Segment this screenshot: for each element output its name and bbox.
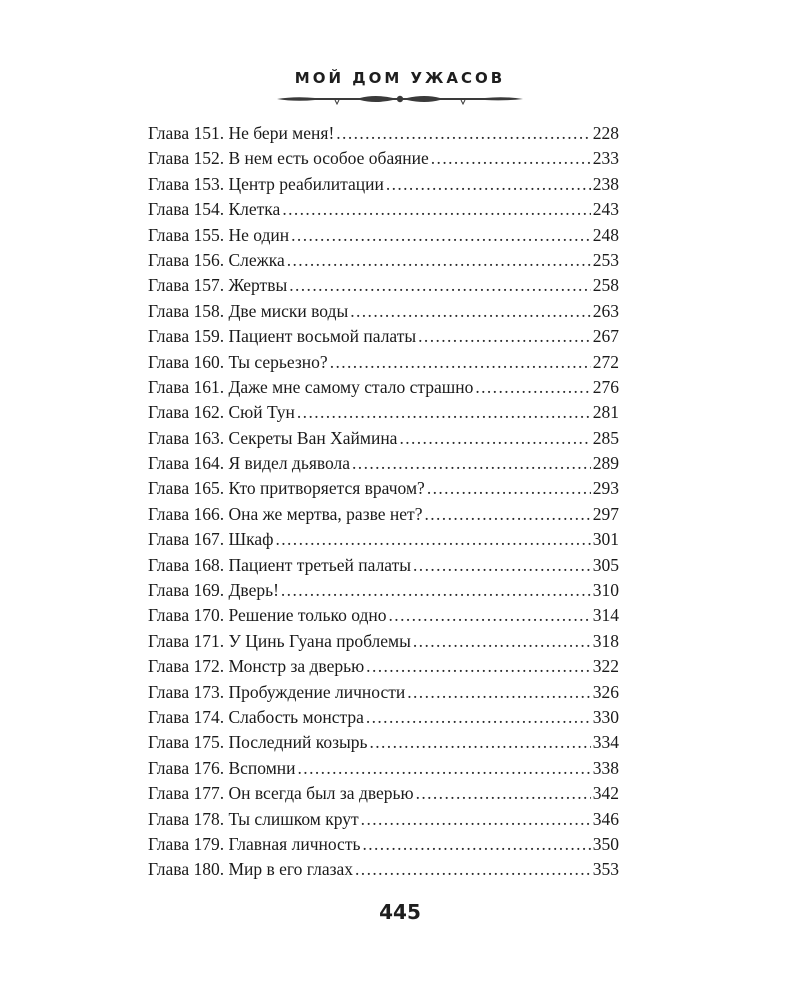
chapter-page: 272 (592, 351, 619, 372)
dot-leader (416, 781, 591, 806)
toc-entry (148, 146, 619, 171)
chapter-title: Глава 172. Монстр за дверью (148, 656, 365, 677)
dot-leader (424, 502, 590, 527)
dot-leader (418, 324, 591, 349)
toc-entry (148, 299, 619, 324)
chapter-title: Глава 153. Центр реабилитации (148, 173, 384, 194)
toc-entry (148, 375, 619, 400)
toc-entry (148, 451, 619, 476)
toc-entry (148, 248, 619, 273)
dot-leader (361, 807, 591, 832)
chapter-page: 233 (592, 148, 619, 169)
chapter-page: 289 (592, 453, 619, 474)
toc-entry (148, 705, 619, 730)
chapter-title: Глава 155. Не один (148, 224, 290, 245)
dot-leader (389, 603, 591, 628)
chapter-title: Глава 170. Решение только одно (148, 605, 387, 626)
dot-leader (297, 400, 591, 425)
chapter-title: Глава 156. Слежка (148, 249, 285, 270)
chapter-title: Глава 175. Последний козырь (148, 732, 368, 753)
chapter-title: Глава 168. Пациент третьей палаты (148, 554, 412, 575)
chapter-title: Глава 179. Главная личность (148, 833, 361, 854)
dot-leader (366, 654, 591, 679)
chapter-page: 238 (592, 173, 619, 194)
chapter-page: 258 (592, 275, 619, 296)
chapter-title: Глава 161. Даже мне самому стало страшно (148, 376, 474, 397)
chapter-page: 228 (592, 123, 619, 143)
toc-entry (148, 756, 619, 781)
toc-entry (148, 400, 619, 425)
dot-leader (413, 553, 591, 578)
toc-entry (148, 730, 619, 755)
toc-entry (148, 603, 619, 628)
dot-leader (352, 451, 591, 476)
page-number: 445 (379, 900, 421, 924)
chapter-title: Глава 158. Две миски воды (148, 300, 349, 321)
toc-entry (148, 527, 619, 552)
chapter-title: Глава 159. Пациент восьмой палаты (148, 326, 417, 347)
chapter-page: 334 (592, 732, 619, 753)
toc-entry (148, 832, 619, 857)
chapter-title: Глава 164. Я видел дьявола (148, 453, 351, 474)
chapter-page: 318 (592, 630, 619, 651)
toc-entry (148, 629, 619, 654)
chapter-page: 330 (592, 706, 619, 727)
toc-entry (148, 350, 619, 375)
dot-leader (289, 273, 591, 298)
toc-entry (148, 654, 619, 679)
dot-leader (282, 197, 590, 222)
dot-leader (362, 832, 590, 857)
chapter-page: 301 (592, 529, 619, 550)
chapter-page: 353 (592, 859, 619, 880)
toc-entry (148, 223, 619, 248)
chapter-page: 322 (592, 656, 619, 677)
chapter-title: Глава 151. Не бери меня! (148, 123, 335, 143)
dot-leader (475, 375, 590, 400)
chapter-title: Глава 152. В нем есть особое обаяние (148, 148, 429, 169)
chapter-page: 243 (592, 199, 619, 220)
dot-leader (399, 426, 590, 451)
dot-leader (427, 476, 591, 501)
dot-leader (275, 527, 590, 552)
chapter-page: 281 (592, 402, 619, 423)
toc-entry (148, 426, 619, 451)
chapter-page: 326 (592, 681, 619, 702)
chapter-page: 248 (592, 224, 619, 245)
toc-entry (148, 578, 619, 603)
dot-leader (431, 146, 591, 171)
chapter-page: 263 (592, 300, 619, 321)
dot-leader (407, 680, 591, 705)
dot-leader (386, 172, 591, 197)
dot-leader (413, 629, 591, 654)
toc-entry (148, 781, 619, 806)
ornament-divider (275, 92, 525, 106)
toc-entry (148, 476, 619, 501)
chapter-title: Глава 154. Клетка (148, 199, 281, 220)
dot-leader (336, 121, 590, 146)
chapter-title: Глава 176. Вспомни (148, 757, 296, 778)
chapter-title: Глава 163. Секреты Ван Хаймина (148, 427, 398, 448)
chapter-title: Глава 162. Сюй Тун (148, 402, 295, 423)
chapter-title: Глава 167. Шкаф (148, 529, 274, 550)
dot-leader (298, 756, 591, 781)
chapter-page: 314 (592, 605, 619, 626)
toc-entry (148, 324, 619, 349)
dot-leader (355, 857, 591, 882)
chapter-title: Глава 169. Дверь! (148, 580, 279, 601)
running-title: МОЙ ДОМ УЖАСОВ (294, 69, 506, 87)
dot-leader (350, 299, 591, 324)
chapter-page: 350 (592, 833, 619, 854)
toc-entry (148, 197, 619, 222)
dot-leader (281, 578, 591, 603)
chapter-title: Глава 174. Слабость монстра (148, 706, 364, 727)
chapter-page: 267 (592, 326, 619, 347)
dot-leader (366, 705, 591, 730)
toc-entry (148, 857, 619, 882)
chapter-title: Глава 160. Ты серьезно? (148, 351, 328, 372)
toc-entry (148, 807, 619, 832)
toc-entry (148, 680, 619, 705)
chapter-page: 338 (592, 757, 619, 778)
toc-entry (148, 121, 619, 146)
chapter-title: Глава 165. Кто притворяется врачом? (148, 478, 425, 499)
chapter-title: Глава 157. Жертвы (148, 275, 288, 296)
chapter-title: Глава 171. У Цинь Гуана проблемы (148, 630, 411, 651)
chapter-title: Глава 180. Мир в его глазах (148, 859, 354, 880)
chapter-title: Глава 166. Она же мертва, разве нет? (148, 503, 423, 524)
chapter-page: 293 (592, 478, 619, 499)
chapter-title: Глава 177. Он всегда был за дверью (148, 783, 414, 804)
dot-leader (291, 223, 591, 248)
dot-leader (287, 248, 591, 273)
chapter-page: 276 (592, 376, 619, 397)
table-of-contents (148, 121, 619, 883)
toc-entry (148, 172, 619, 197)
chapter-page: 285 (592, 427, 619, 448)
dot-leader (369, 730, 590, 755)
chapter-page: 305 (592, 554, 619, 575)
chapter-title: Глава 173. Пробуждение личности (148, 681, 406, 702)
chapter-page: 346 (592, 808, 619, 829)
toc-entry (148, 273, 619, 298)
chapter-page: 253 (592, 249, 619, 270)
dot-leader (330, 350, 591, 375)
toc-entry (148, 502, 619, 527)
chapter-page: 342 (592, 783, 619, 804)
toc-entry (148, 553, 619, 578)
chapter-title: Глава 178. Ты слишком крут (148, 808, 359, 829)
chapter-page: 297 (592, 503, 619, 524)
chapter-page: 310 (592, 580, 619, 601)
